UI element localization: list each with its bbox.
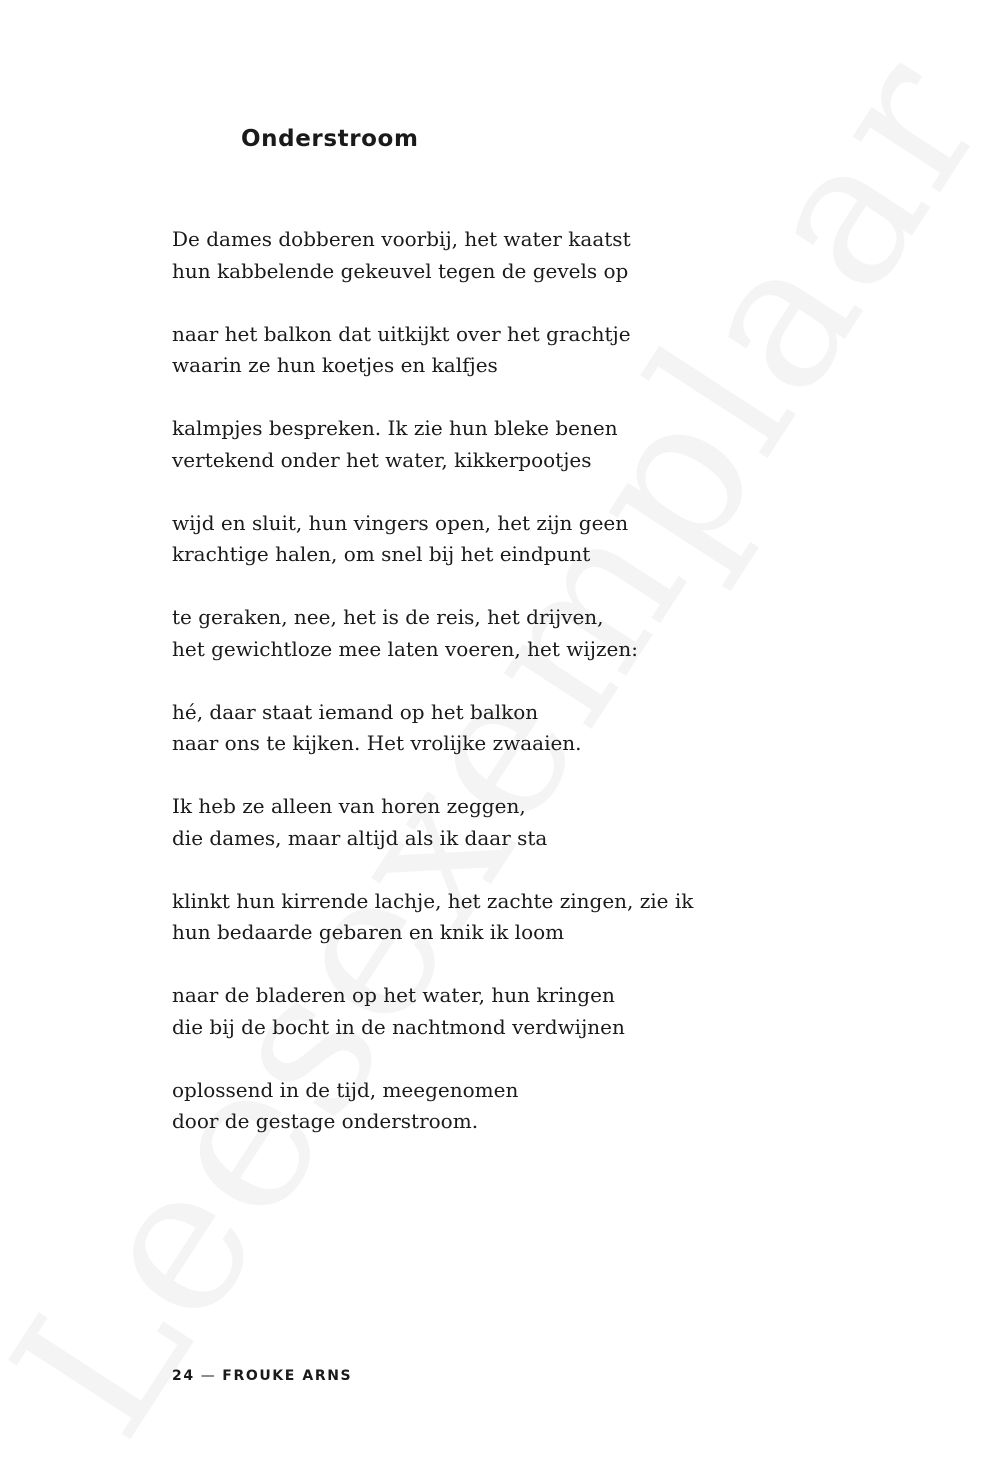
stanza [172,697,732,760]
author-name: FROUKE ARNS [222,1368,353,1384]
poem-line: naar de bladeren op het water, hun kringen [172,983,615,1007]
poem-line: die dames, maar altijd als ik daar sta [172,825,548,850]
poem-line: kalmpjes bespreken. Ik zie hun bleke benen [172,416,618,440]
footer-separator: — [200,1368,217,1384]
stanza [172,791,732,854]
poem-line: die bij de bocht in de nachtmond verdwijnen [172,1014,625,1039]
stanza [172,602,732,665]
poem-line: krachtige halen, om snel bij het eindpunt [172,542,591,566]
poem-line: hé, daar staat iemand op het balkon [172,699,539,724]
poem-line: De dames dobberen voorbij, het water kaatst [172,227,631,251]
poem-line: hun kabbelende gekeuvel tegen de gevels op [172,258,629,283]
poem-line: Ik heb ze alleen van horen zeggen, [172,794,526,818]
poem-line: naar ons te kijken. Het vrolijke zwaaien. [172,731,582,755]
poem-line: hun bedaarde gebaren en knik ik loom [172,920,565,944]
poem-title: Onderstroom [241,126,419,152]
poem-line: door de gestage onderstroom. [172,1109,479,1133]
poem-line: naar het balkon dat uitkijkt over het grachtje [172,321,631,346]
poem-line: oplossend in de tijd, meegenomen [172,1077,519,1102]
stanza [172,319,732,382]
stanza [172,224,732,287]
page-footer [172,1368,352,1384]
poem-line: wijd en sluit, hun vingers open, het zijn geen [172,510,629,535]
poem-line: vertekend onder het water, kikkerpootjes [172,447,592,472]
stanza [172,508,732,571]
poem-line: waarin ze hun koetjes en kalfjes [172,353,498,377]
poem-body [172,224,732,1138]
poem-line: klinkt hun kirrende lachje, het zachte zingen, zie ik [172,888,694,913]
stanza [172,886,732,949]
stanza [172,980,732,1043]
stanza [172,1075,732,1138]
stanza [172,413,732,476]
poem-line: het gewichtloze mee laten voeren, het wijzen: [172,636,638,661]
page-number: 24 [172,1368,195,1384]
poem-line: te geraken, nee, het is de reis, het drijven, [172,605,604,629]
